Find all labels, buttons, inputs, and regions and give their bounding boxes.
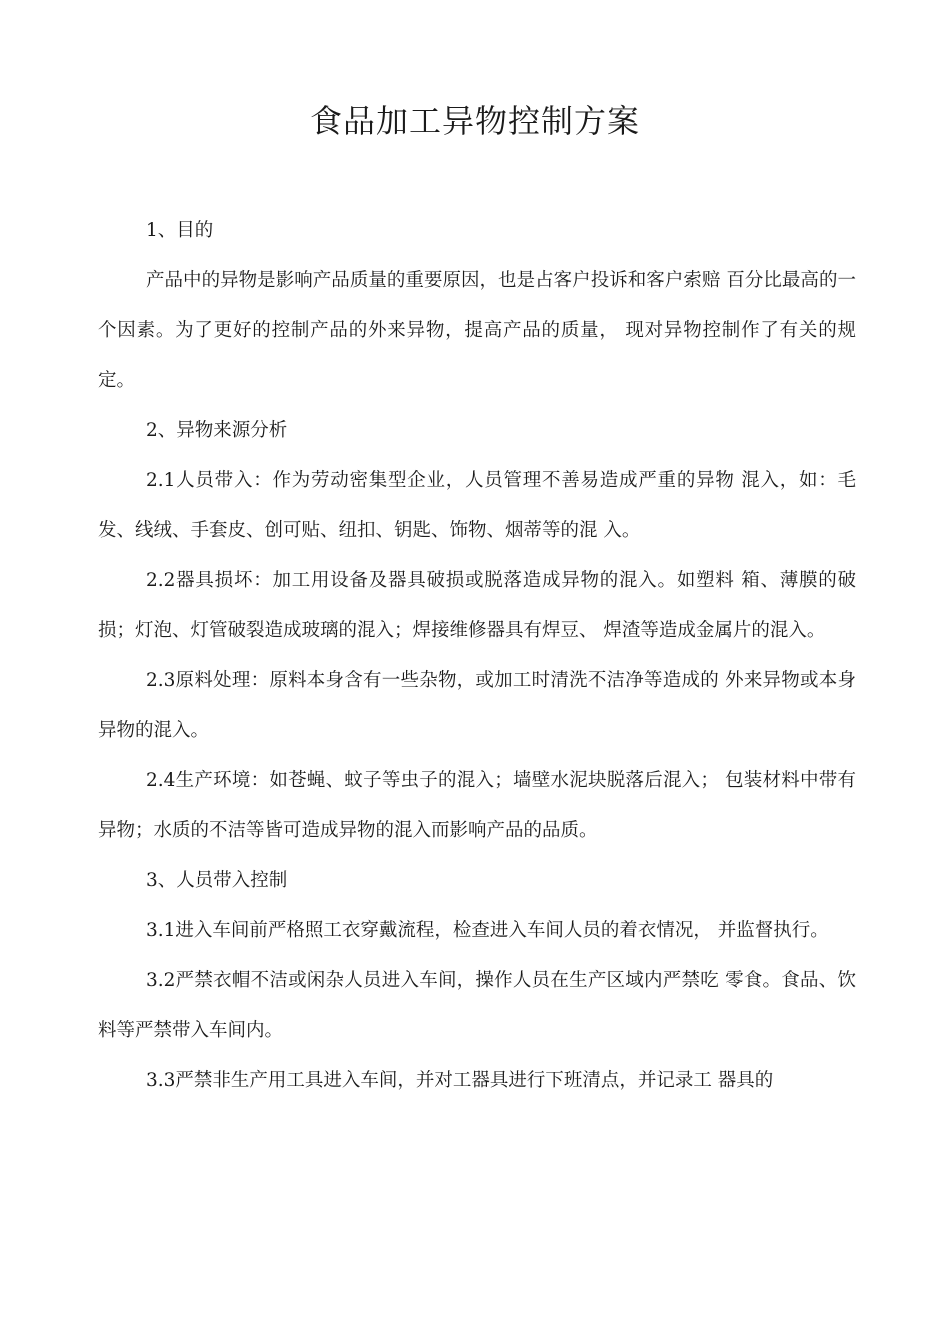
paragraph-2-1-personnel: 2.1人员带入：作为劳动密集型企业，人员管理不善易造成严重的异物 混入，如：毛发、线绒、手套皮、创可贴、纽扣、钥匙、饰物、烟蒂等的混 入。 <box>98 470 856 541</box>
paragraph-2-3-raw-material: 2.3原料处理：原料本身含有一些杂物，或加工时清洗不洁净等造成的 外来异物或本身异物的混入。 <box>98 670 856 741</box>
paragraph-2-2-equipment: 2.2器具损坏：加工用设备及器具破损或脱落造成异物的混入。如塑料 箱、薄膜的破损；灯泡、灯管破裂造成玻璃的混入；焊接维修器具有焊豆、 焊渣等造成金属片的混入。 <box>98 570 856 641</box>
paragraph-purpose: 产品中的异物是影响产品质量的重要原因，也是占客户投诉和客户索赔 百分比最高的一个因素。为了更好的控制产品的外来异物，提高产品的质量， 现对异物控制作了有关的规定。 <box>98 270 856 391</box>
section-heading-source-analysis: 2、异物来源分析 <box>146 420 288 441</box>
paragraph-3-3-tools: 3.3严禁非生产用工具进入车间，并对工器具进行下班清点，并记录工 器具的 <box>146 1070 774 1091</box>
paragraph-3-2-no-snacks: 3.2严禁衣帽不洁或闲杂人员进入车间，操作人员在生产区域内严禁吃 零食。食品、饮料等严禁带入车间内。 <box>98 970 856 1041</box>
paragraph-2-4-environment: 2.4生产环境：如苍蝇、蚊子等虫子的混入；墙壁水泥块脱落后混入； 包装材料中带有异物；水质的不洁等皆可造成异物的混入而影响产品的品质。 <box>98 770 856 841</box>
paragraph-3-1-dress-check: 3.1进入车间前严格照工衣穿戴流程，检查进入车间人员的着衣情况， 并监督执行。 <box>146 920 829 941</box>
section-heading-personnel-control: 3、人员带入控制 <box>146 870 288 891</box>
section-heading-purpose: 1、目的 <box>146 220 214 241</box>
document-title: 食品加工异物控制方案 <box>309 102 640 140</box>
document-body <box>98 206 856 1106</box>
